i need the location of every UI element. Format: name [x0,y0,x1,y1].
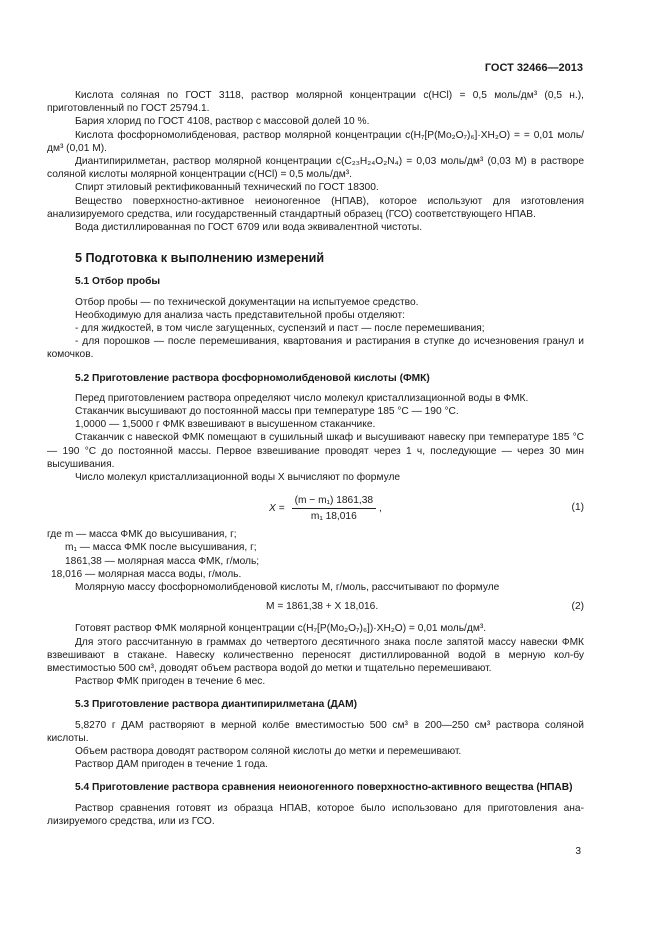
s53-para: Раствор ДАМ пригоден в течение 1 года. [75,759,269,771]
s52-para: 1,0000 — 1,5000 г ФМК взвешивают в высушенном стаканчике. [75,419,376,431]
page-number: 3 [575,846,581,857]
formula-1-number: (1) [571,502,584,514]
reagent-fmk: Кислота фосфорномолибденовая, раствор молярной концентрации c(H₇[P(Mo₂O₇)₆]·XH₂O) = = 0,01 моль/дм³ (0,01 М). [47,129,584,154]
s53-para: Объем раствора доводят раствором соляной кислоты до метки и перемешивают. [75,745,462,757]
formula-1-tail: , [379,503,382,515]
s51-para: Отбор пробы — по технической документации на испытуемое средство. [75,296,419,308]
reagent-dam: Диантипирилметан, раствор молярной концентрации c(C₂₃H₂₄O₂N₄) = 0,03 моль/дм³ (0,03 М) в растворе соляной кислоты молярной концентрации c(HCl) = 0,5 моль/дм³. [47,156,584,181]
s52-para: Перед приготовлением раствора определяют число молекул кристаллизационной воды в ФМК. [75,392,529,404]
s52-para: Число молекул кристаллизационной воды X вычисляют по формуле [75,472,401,484]
s52-para: Стаканчик с навеской ФМК помещают в сушильный шкаф и высушивают навеску при температуре 185 °С — 190 °С до постоянной массы. Первое взвешивание проводят через 1 ч, последующие — через 30 мин высушивания. [47,432,584,470]
legend-item: m₁ — масса ФМК после высушивания, г; [65,542,257,554]
formula-1-fraction [292,494,376,523]
formula-1 [47,492,584,522]
s52-para-molar: Молярную массу фосфорномолибденовой кислоты M, г/моль, рассчитывают по формуле [75,582,500,594]
legend-item: где m — масса ФМК до высушивания, г; [47,529,237,541]
formula-1-denominator: m₁ 18,016 [310,511,357,523]
s51-para: Необходимую для анализа часть представительной пробы отделяют: [75,309,405,321]
page-content [47,89,584,828]
s51-list-item: - для порошков — после перемешивания, квартования и растирания в ступке до исчезновения гранул и комочков. [47,336,584,361]
formula-2-body: M = 1861,38 + X 18,016. [266,601,379,613]
formula-2-number: (2) [571,601,584,613]
s52-para: Раствор ФМК пригоден в течение 6 мес. [75,676,266,688]
section-5-title: 5 Подготовка к выполнению измерений [75,251,325,266]
section-5-3-title: 5.3 Приготовление раствора диантипирилметана (ДАМ) [75,699,358,711]
formula-1-lhs: X = [269,503,285,515]
s51-list-item: - для жидкостей, в том числе загущенных, суспензий и паст — после перемешивания; [75,323,485,335]
document-code-header: ГОСТ 32466—2013 [484,62,583,74]
s53-para: 5,8270 г ДАМ растворяют в мерной колбе вместимостью 500 см³ в 200—250 см³ раствора соляной кислоты. [47,719,584,744]
reagent-water: Вода дистиллированная по ГОСТ 6709 или вода эквивалентной чистоты. [75,222,423,234]
reagent-ethanol: Спирт этиловый ректификованный технический по ГОСТ 18300. [75,182,379,194]
section-5-1-title: 5.1 Отбор пробы [75,276,161,288]
reagent-bacl: Бария хлорид по ГОСТ 4108, раствор с массовой долей 10 %. [75,116,370,128]
legend-item: 18,016 — молярная масса воды, г/моль. [51,568,242,580]
formula-2 [47,600,584,616]
s54-para: Раствор сравнения готовят из образца НПАВ, которое было использовано для приготовления ана-лизируемого средства, или из ГСО. [47,802,584,827]
section-5-2-title: 5.2 Приготовление раствора фосфорномолибденовой кислоты (ФМК) [75,372,430,384]
formula-1-numerator: (m − m₁) 1861,38 [292,494,376,509]
formula-1-legend [47,528,584,581]
section-5-4-title: 5.4 Приготовление раствора сравнения неионогенного поверхностно-активного вещества (НПАВ) [75,782,573,794]
s52-para: Готовят раствор ФМК молярной концентрации c(H₇[P(Mo₂O₇)₆])·XH₂O) = 0,01 моль/дм³. [75,623,487,635]
reagent-hcl: Кислота соляная по ГОСТ 3118, раствор молярной концентрации c(HCl) = 0,5 моль/дм³ (0,5 н.), приготовленный по ГОСТ 25794.1. [47,90,584,115]
s52-para: Для этого рассчитанную в граммах до четвертого десятичного знака после запятой массу навески ФМК взвешивают в стакане. Навеску количественно переносят дистиллированной водой в мерную кол-бу вместимостью 500 см³, доводят объем раствора водой до метки и тщательно перемешивают. [47,636,584,674]
s52-para: Стаканчик высушивают до постоянной массы при температуре 185 °С — 190 °С. [75,406,459,418]
reagent-npav: Вещество поверхностно-активное неионогенное (НПАВ), которое используют для изготовления анализируемого средства, или государственный стандартный образец (ГСО) соответствующего НПАВ. [47,195,584,220]
legend-item: 1861,38 — молярная масса ФМК, г/моль; [65,555,260,567]
